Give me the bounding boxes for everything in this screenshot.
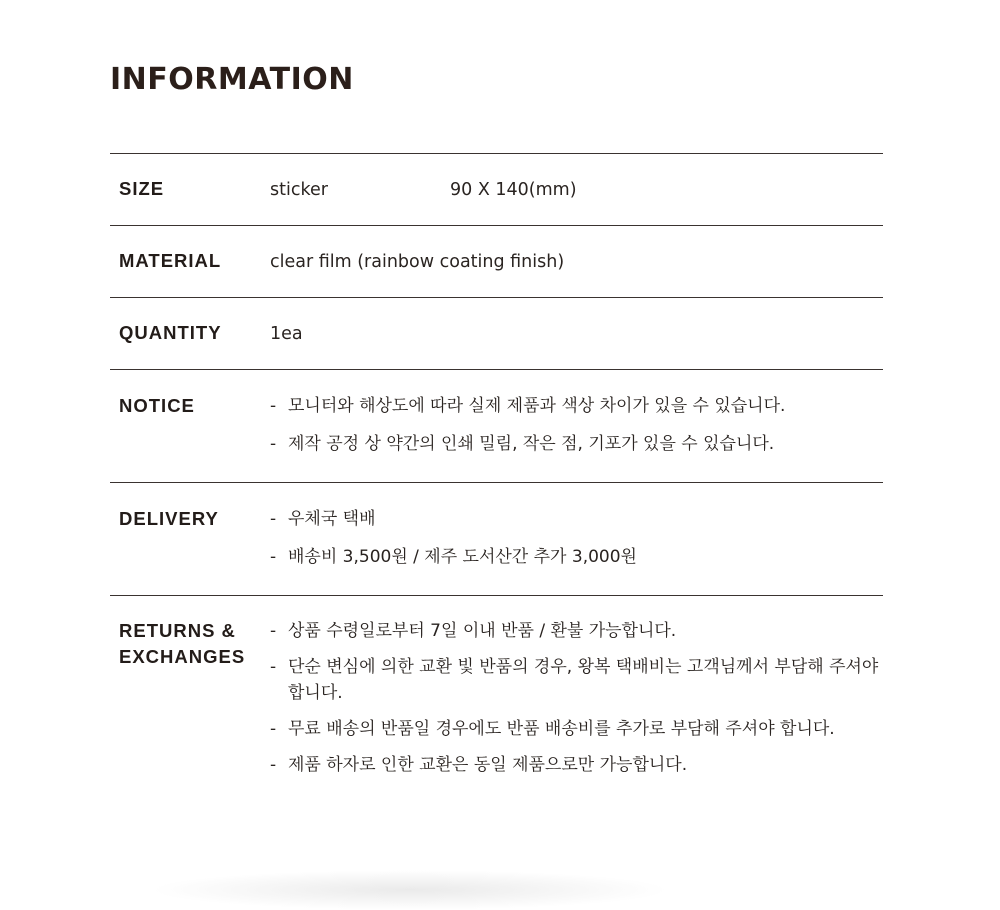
list-item: [270, 654, 883, 706]
material-label: MATERIAL: [119, 250, 222, 271]
page-title: INFORMATION: [110, 62, 354, 97]
returns-text: 제품 하자로 인한 교환은 동일 제품으로만 가능합니다.: [288, 755, 688, 775]
bullet-dash: -: [270, 509, 277, 529]
material-row: [110, 226, 883, 298]
size-dimensions: 90 X 140(mm): [450, 179, 577, 200]
returns-text: 단순 변심에 의한 교환 빛 반품의 경우, 왕복 택배비는 고객님께서 부담해 주셔야 합니다.: [288, 657, 879, 703]
returns-text: 상품 수령일로부터 7일 이내 반품 / 환불 가능합니다.: [288, 621, 677, 641]
list-item: [270, 716, 883, 742]
quantity-row: [110, 298, 883, 370]
list-item: [270, 393, 883, 419]
returns-list: [270, 618, 883, 801]
notice-row: [110, 370, 883, 483]
list-item: [270, 618, 883, 644]
bullet-dash: -: [270, 547, 277, 567]
returns-label-line2: EXCHANGES: [119, 646, 246, 667]
delivery-text: 우체국 택배: [288, 509, 376, 529]
bullet-dash: -: [270, 755, 277, 775]
bullet-dash: -: [270, 719, 277, 739]
returns-label: [110, 618, 270, 801]
size-label: SIZE: [119, 178, 165, 199]
delivery-row: [110, 483, 883, 596]
quantity-value: 1ea: [270, 323, 303, 344]
delivery-label: DELIVERY: [119, 508, 219, 529]
notice-text: 모니터와 해상도에 따라 실제 제품과 색상 차이가 있을 수 있습니다.: [288, 396, 786, 416]
information-table: [110, 153, 883, 801]
list-item: [270, 431, 883, 457]
material-value: clear film (rainbow coating finish): [270, 251, 565, 272]
bottom-shadow: [150, 870, 670, 910]
delivery-text: 배송비 3,500원 / 제주 도서산간 추가 3,000원: [288, 547, 637, 567]
delivery-list: [270, 506, 883, 595]
notice-text: 제작 공정 상 약간의 인쇄 밀림, 작은 점, 기포가 있을 수 있습니다.: [288, 434, 775, 454]
bullet-dash: -: [270, 621, 277, 641]
list-item: [270, 506, 883, 532]
bullet-dash: -: [270, 434, 277, 454]
returns-text: 무료 배송의 반품일 경우에도 반품 배송비를 추가로 부담해 주셔야 합니다.: [288, 719, 835, 739]
list-item: [270, 752, 883, 778]
notice-label: NOTICE: [119, 395, 195, 416]
bullet-dash: -: [270, 396, 277, 416]
list-item: [270, 544, 883, 570]
size-row: [110, 154, 883, 226]
returns-row: [110, 596, 883, 801]
size-item: sticker: [270, 179, 328, 200]
size-value: [270, 177, 883, 203]
quantity-label: QUANTITY: [119, 322, 222, 343]
notice-list: [270, 393, 883, 482]
returns-label-line1: RETURNS &: [119, 620, 236, 641]
bullet-dash: -: [270, 657, 277, 677]
